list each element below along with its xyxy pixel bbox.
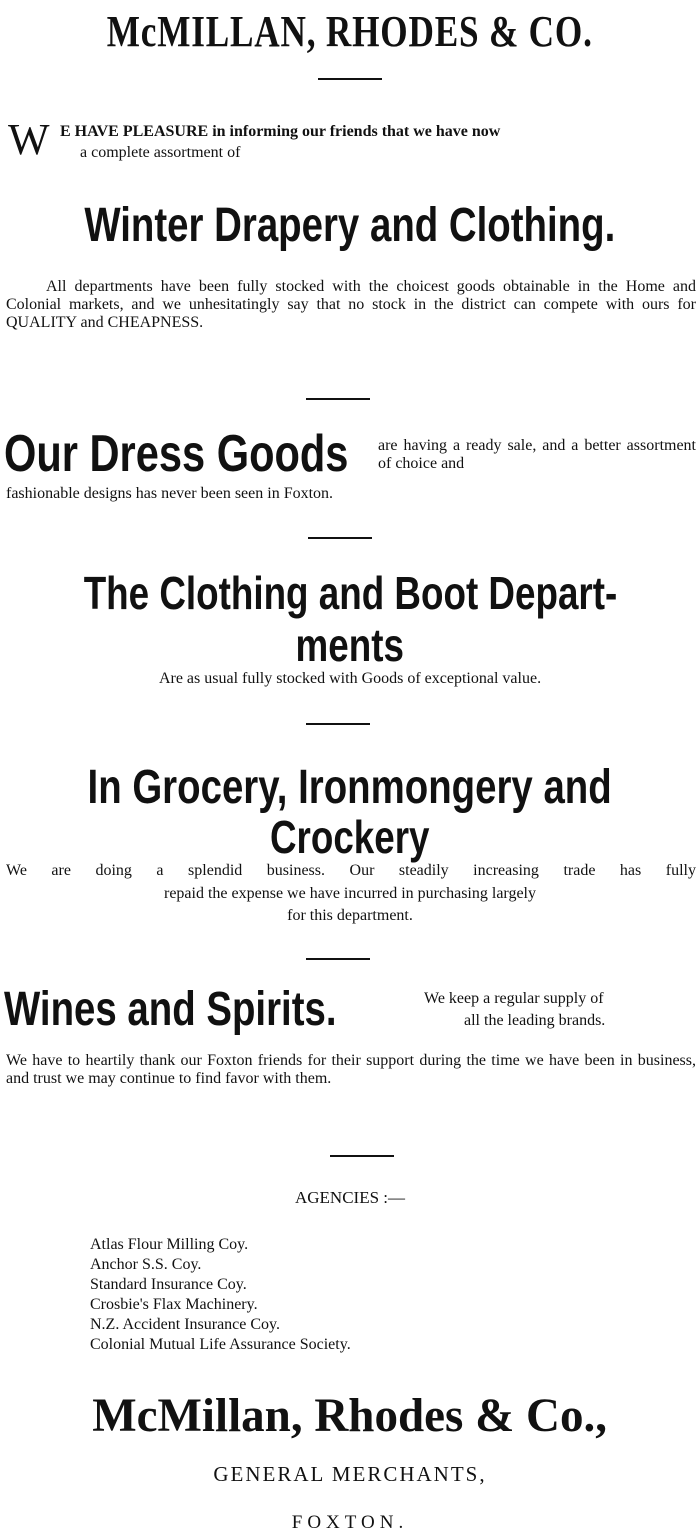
grocery-body-line3: for this department. <box>287 907 413 924</box>
grocery-headline-line1: In Grocery, Ironmongery and <box>87 761 613 814</box>
footer-merchants: GENERAL MERCHANTS, <box>213 1462 487 1486</box>
divider <box>308 537 372 539</box>
grocery-headline-line2: Crockery <box>270 811 430 863</box>
wines-headline-text: Wines and Spirits. <box>4 983 337 1036</box>
agency-item: Anchor S.S. Coy. <box>90 1256 202 1273</box>
clothing-body: Are as usual fully stocked with Goods of exceptional value. <box>158 670 542 687</box>
winter-body: All departments have been fully stocked with the choicest goods obtainable in the Home and Colonial markets, and we unhesitatingly say that no stock in the district can compete with ours for QUALITY and CHEAPNESS. <box>6 278 696 331</box>
clothing-headline-line1: The Clothing and Boot Depart- <box>83 567 617 619</box>
winter-headline <box>0 198 700 253</box>
intro-line-1: E HAVE PLEASURE in informing our friends that we have now <box>60 123 501 140</box>
clothing-headline-line2: ments <box>295 619 405 671</box>
wines-side-line2: all the leading brands. <box>464 1012 606 1029</box>
grocery-body-line1: We are doing a splendid business. Our steadily increasing trade has fully <box>6 862 696 879</box>
agency-item: Crosbie's Flax Machinery. <box>90 1296 258 1313</box>
clothing-headline <box>0 566 700 620</box>
dress-headline <box>4 424 435 484</box>
divider <box>318 78 382 80</box>
divider <box>306 398 370 400</box>
footer-town: FOXTON. <box>291 1512 409 1533</box>
footer-firm-name: McMillan, Rhodes & Co., <box>92 1389 608 1442</box>
wines-headline <box>4 982 420 1037</box>
firm-header <box>0 6 700 57</box>
intro-line-2: a complete assortment of <box>80 144 241 161</box>
dress-continuation: fashionable designs has never been seen in Foxton. <box>6 485 334 502</box>
agency-list <box>90 1235 351 1355</box>
clothing-headline-2 <box>0 618 700 672</box>
dress-side-text: are having a ready sale, and a better assortment of choice and <box>378 437 696 472</box>
firm-name: McMILLAN, RHODES & CO. <box>107 7 593 56</box>
divider <box>330 1155 394 1157</box>
divider <box>306 958 370 960</box>
agency-item: Colonial Mutual Life Assurance Society. <box>90 1336 351 1353</box>
footer-firm <box>0 1388 700 1443</box>
winter-headline-text: Winter Drapery and Clothing. <box>84 199 616 252</box>
wines-side-line1: We keep a regular supply of <box>424 990 604 1007</box>
agencies-title: AGENCIES :— <box>294 1188 406 1207</box>
agency-item: N.Z. Accident Insurance Coy. <box>90 1316 281 1333</box>
grocery-body-line2: repaid the expense we have incurred in purchasing largely <box>164 885 536 902</box>
divider <box>306 723 370 725</box>
grocery-headline-2 <box>0 810 700 864</box>
grocery-headline <box>0 760 700 815</box>
agency-item: Atlas Flour Milling Coy. <box>90 1236 249 1253</box>
intro-dropcap: W <box>8 115 50 164</box>
wines-thanks: We have to heartily thank our Foxton friends for their support during the time we have been in business, and trust we may continue to find favor with them. <box>6 1052 696 1087</box>
agency-item: Standard Insurance Coy. <box>90 1276 247 1293</box>
dress-headline-text: Our Dress Goods <box>4 425 349 483</box>
